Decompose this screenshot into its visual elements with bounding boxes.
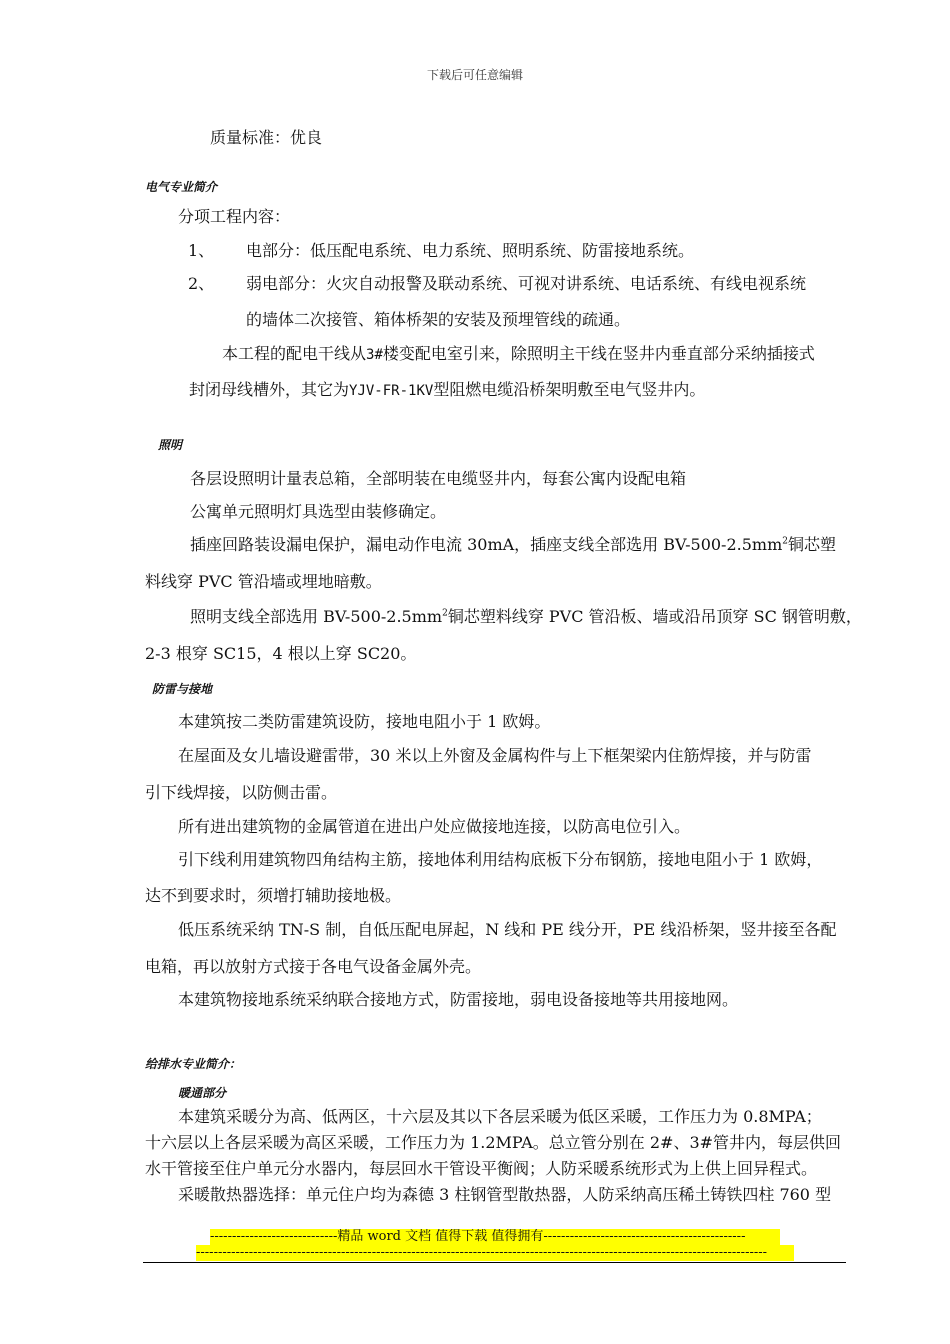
text-run: 插座回路装设漏电保护，漏电动作电流 30mA，插座支线全部选用 BV-500-2.5mm (190, 535, 783, 554)
text-run: 型阻燃电缆沿桥架明敷至电气竖井内。 (433, 380, 706, 399)
superscript: 2 (782, 536, 788, 547)
lighting-paragraph-1: 各层设照明计量表总箱，全部明装在电缆竖井内，每套公寓内设配电箱 (190, 469, 687, 488)
text-run: 本工程的配电干线从 (222, 344, 367, 363)
lighting-paragraph-2: 公寓单元照明灯具选型由装修确定。 (190, 502, 447, 521)
lightning-paragraph-2-line-1: 在屋面及女儿墙设避雷带，30 米以上外窗及金属构件与上下框架梁内住筋焊接，并与防雷 (178, 746, 812, 765)
superscript: 2 (442, 608, 448, 619)
hvac-paragraph-2-line-1: 采暖散热器选择：单元住户均为森德 3 柱钢管型散热器，人防采纳高压稀土铸铁四柱 760 型 (178, 1185, 832, 1204)
hvac-paragraph-1-line-1: 本建筑采暖分为高、低两区，十六层及其以下各层采暖为低区采暖，工作压力为 0.8MPA； (178, 1107, 822, 1126)
hvac-paragraph-1-line-3: 水干管接至住户单元分水器内，每层回水干管设平衡阀；人防采暖系统形式为上供上回异程式。 (145, 1159, 818, 1178)
lightning-paragraph-5-line-1: 低压系统采纳 TN-S 制，自低压配电屏起，N 线和 PE 线分开，PE 线沿桥架，竖井接至各配 (178, 920, 837, 939)
lightning-paragraph-1: 本建筑按二类防雷建筑设防，接地电阻小于 1 欧姆。 (178, 712, 551, 731)
lightning-paragraph-5-line-2: 电箱，再以放射方式接于各电气设备金属外壳。 (145, 957, 482, 976)
text-run: 封闭母线槽外，其它为 (189, 380, 350, 399)
distribution-paragraph-line-1 (222, 344, 815, 365)
text-run: 照明支线全部选用 BV-500-2.5mm (190, 607, 443, 626)
list-item-2-text: 弱电部分：火灾自动报警及联动系统、可视对讲系统、电话系统、有线电视系统 (246, 274, 807, 293)
lighting-heading: 照明 (158, 438, 183, 452)
footer-highlight-line-2: ---------------------------------------------------------------------------------------------------------------------------------- (196, 1245, 794, 1261)
lightning-protection-heading: 防雷与接地 (152, 682, 213, 696)
list-item-2-continuation: 的墙体二次接管、箱体桥架的安装及预埋管线的疏通。 (246, 310, 631, 329)
footer-highlight-line-1: -----------------------------精品 word 文档 值得下载 值得拥有---------------------------------------------- (210, 1229, 780, 1245)
text-run: 铜芯塑料线穿 PVC 管沿板、墙或沿吊顶穿 SC 钢管明敷， (447, 607, 862, 626)
distribution-paragraph-line-2 (189, 380, 705, 401)
list-item-1-text: 电部分：低压配电系统、电力系统、照明系统、防雷接地系统。 (246, 241, 695, 260)
lightning-paragraph-4-line-1: 引下线利用建筑物四角结构主筋，接地体利用结构底板下分布钢筋，接地电阻小于 1 欧姆， (178, 850, 823, 869)
list-item-1-number: 1、 (188, 241, 215, 260)
text-run: 铜芯塑 (787, 535, 836, 554)
lightning-paragraph-4-line-2: 达不到要求时，须增打辅助接地极。 (145, 886, 402, 905)
footer-divider (143, 1262, 846, 1263)
electrical-heading: 电气专业简介 (145, 180, 218, 194)
lighting-paragraph-4-line-1 (190, 607, 862, 627)
quality-standard-line: 质量标准：优良 (210, 128, 323, 147)
plumbing-heading: 给排水专业简介： (145, 1057, 242, 1071)
lighting-paragraph-3-line-1 (190, 535, 836, 555)
subitems-label: 分项工程内容： (178, 207, 291, 226)
list-item-2-number: 2、 (188, 274, 215, 293)
text-run-mono: 3# (366, 347, 383, 363)
page-header-note: 下载后可任意编辑 (426, 68, 523, 82)
text-run-mono: YJV-FR-1KV (349, 383, 434, 399)
lightning-paragraph-2-line-2: 引下线焊接，以防侧击雷。 (145, 783, 338, 802)
hvac-sub-heading: 暖通部分 (178, 1086, 227, 1100)
lightning-paragraph-3: 所有进出建筑物的金属管道在进出户处应做接地连接，以防高电位引入。 (178, 817, 691, 836)
lighting-paragraph-4-line-2: 2-3 根穿 SC15，4 根以上穿 SC20。 (145, 644, 417, 663)
text-run: 楼变配电室引来，除照明主干线在竖井内垂直部分采纳插接式 (382, 344, 815, 363)
lightning-paragraph-6: 本建筑物接地系统采纳联合接地方式，防雷接地，弱电设备接地等共用接地网。 (178, 990, 739, 1009)
hvac-paragraph-1-line-2: 十六层以上各层采暖为高区采暖，工作压力为 1.2MPA。总立管分别在 2#、3#管井内，每层供回 (145, 1133, 842, 1152)
lighting-paragraph-3-line-2: 料线穿 PVC 管沿墙或埋地暗敷。 (145, 572, 382, 591)
